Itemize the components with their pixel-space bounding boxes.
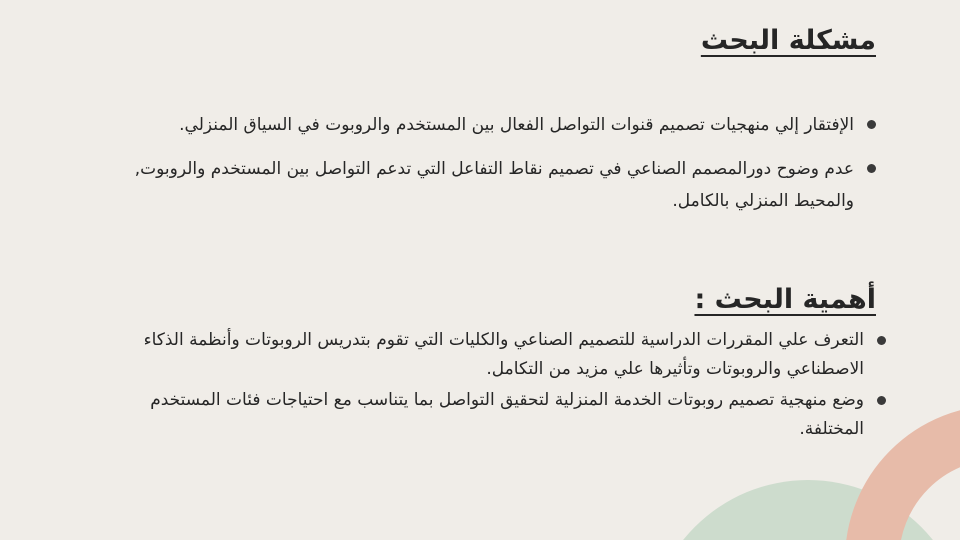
importance-heading: أهمية البحث : [694, 284, 876, 315]
bullet-icon [867, 120, 876, 129]
problem-item-text: الإفتقار إلي منهجيات تصميم قنوات التواصل الفعال بين المستخدم والروبوت في السياق المنزلي. [179, 115, 854, 135]
importance-item-text: وضع منهجية تصميم روبوتات الخدمة المنزلية لتحقيق التواصل بما يتناسب مع احتياجات فئات المستخدم المختلفة. [150, 390, 864, 439]
bullet-icon [877, 396, 886, 405]
bullet-icon [867, 164, 876, 173]
problem-heading: مشكلة البحث [700, 25, 876, 56]
problem-item [96, 153, 876, 217]
importance-item [86, 386, 886, 444]
importance-item [86, 326, 886, 384]
problem-item [96, 109, 876, 141]
importance-item-text: التعرف علي المقررات الدراسية للتصميم الصناعي والكليات التي تقوم بتدريس الروبوتات وأنظمة الذكاء الاصطناعي والروبوتات وتأثيرها علي مزيد من التكامل. [143, 330, 864, 379]
problem-item-text: عدم وضوح دورالمصمم الصناعي في تصميم نقاط التفاعل التي تدعم التواصل بين المستخدم والروبوت, والمحيط المنزلي بالكامل. [134, 159, 854, 211]
bullet-icon [877, 336, 886, 345]
problem-list [96, 109, 876, 229]
importance-list [86, 326, 886, 446]
